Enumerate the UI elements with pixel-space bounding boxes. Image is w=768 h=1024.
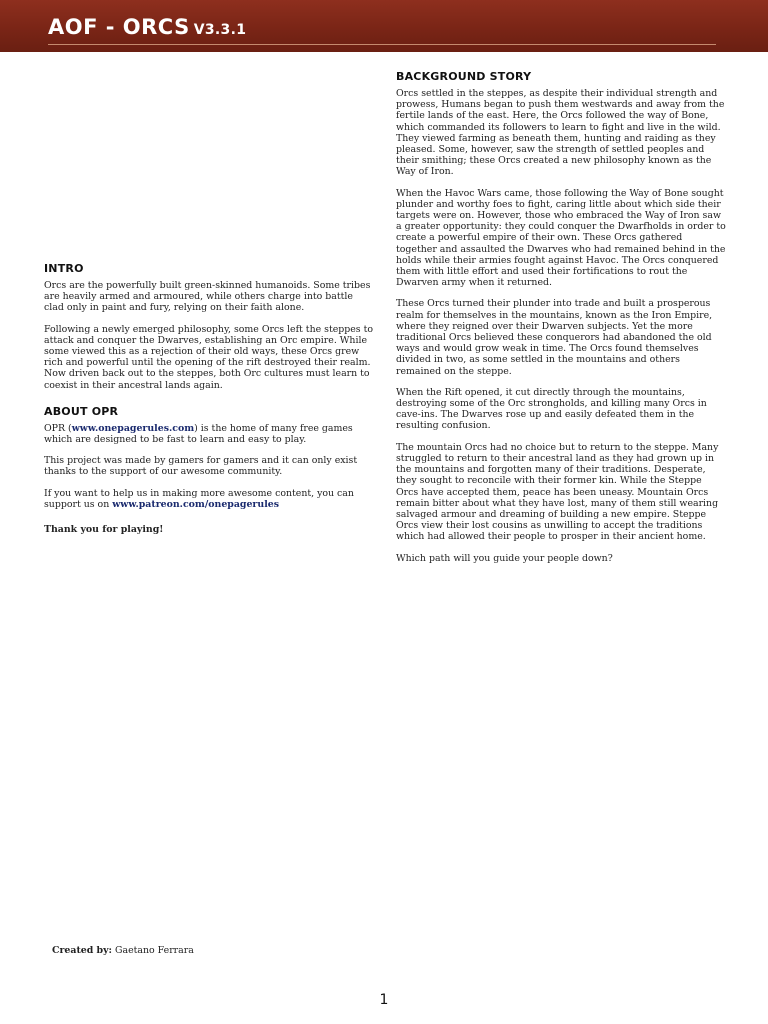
page-number: 1 — [379, 992, 389, 1008]
about-heading: ABOUT OPR — [44, 404, 119, 418]
page-header — [0, 0, 768, 52]
version-label: V3.3.1 — [193, 22, 247, 38]
background-paragraph-3: These Orcs turned their plunder into trade and built a prosperous realm for themselves in the mountains, known as the Iron Empire, where they reigned over their Dwarven subjects. Yet the more traditional Orcs believed these conquerors had abandoned the old ways and would grow weak in time. The Orcs found themselves divided in two, as some settled in the mountains and others remained on the steppe. — [396, 298, 713, 377]
background-heading: BACKGROUND STORY — [396, 70, 532, 83]
intro-paragraph-2: Following a newly emerged philosophy, some Orcs left the steppes to attack and conquer the Dwarves, establishing an Orc empire. While some viewed this as a rejection of their old ways, these Orcs grew rich and powerful until the opening of the rift destroyed their realm. Now driven back out to the steppes, both Orc cultures must learn to coexist in their ancestral lands again. — [44, 323, 374, 391]
header-divider — [48, 44, 716, 45]
thanks-text: Thank you for playing! — [44, 524, 164, 536]
about-paragraph-1: OPR (www.onepagerules.com) is the home of many free games which are designed to be fast to learn and easy to play. — [44, 422, 353, 446]
patreon-link[interactable]: www.patreon.com/onepagerules — [112, 498, 279, 510]
background-paragraph-1: Orcs settled in the steppes, as despite their individual strength and prowess, Humans began to push them westwards and away from the fertile lands of the east. Here, the Orcs followed the way of Bone, which commanded its followers to learn to fight and live in the wild. They viewed farming as beneath them, hunting and raiding as they pleased. Some, however, saw the strength of settled peoples and their smithing; these Orcs created a new philosophy known as the Way of Iron. — [396, 88, 725, 178]
credits-label: Created by: — [52, 945, 113, 956]
background-paragraph-6: Which path will you guide your people down? — [396, 552, 613, 564]
background-paragraph-2: When the Havoc Wars came, those following the Way of Bone sought plunder and worthy foes to fight, caring little about which side their targets were on. However, those who embraced the Way of Iron saw a greater opportunity: they could conquer the Dwarfholds in order to create a powerful empire of their own. These Orcs gathered together and assaulted the Dwarves who had remained behind in the holds while their armies fought against Havoc. The Orcs conquered them with little effort and used their fortifications to rout the Dwarven army when it returned. — [396, 187, 726, 289]
about-paragraph-2: This project was made by gamers for gamers and it can only exist thanks to the support of our awesome community. — [44, 455, 358, 478]
background-paragraph-5: The mountain Orcs had no choice but to return to the steppe. Many struggled to return to their ancestral land as they had grown up in the mountains and forgotten many of their traditions. Desperate, they sought to reconcile with their former kin. While the Steppe Orcs have accepted them, peace has been uneasy. Mountain Orcs remain bitter about what they have lost, many of them still wearing salvaged armour and dreaming of building a new empire. Steppe Orcs view their lost cousins as unwilling to accept the traditions which had allowed their people to prosper in their ancient home. — [396, 441, 719, 543]
background-paragraph-4: When the Rift opened, it cut directly through the mountains, destroying some of the Orc strongholds, and killing many Orcs in cave-ins. The Dwarves rose up and easily defeated them in the resulting confusion. — [396, 386, 707, 432]
credits-author: Gaetano Ferrara — [115, 945, 194, 956]
left-column — [44, 262, 374, 545]
about-paragraph-3: If you want to help us in making more awesome content, you can support us on www.patreon.com/onepagerules — [44, 487, 354, 510]
intro-heading: INTRO — [44, 262, 84, 275]
title-text: AOF - ORCS — [48, 15, 190, 39]
right-column — [396, 70, 726, 574]
onepagerules-link[interactable]: www.onepagerules.com — [71, 422, 195, 434]
document-title — [48, 15, 246, 42]
credits — [52, 945, 194, 956]
intro-paragraph-1: Orcs are the powerfully built green-skinned humanoids. Some tribes are heavily armed and armoured, while others charge into battle clad only in paint and fury, relying on their faith alone. — [44, 280, 371, 314]
